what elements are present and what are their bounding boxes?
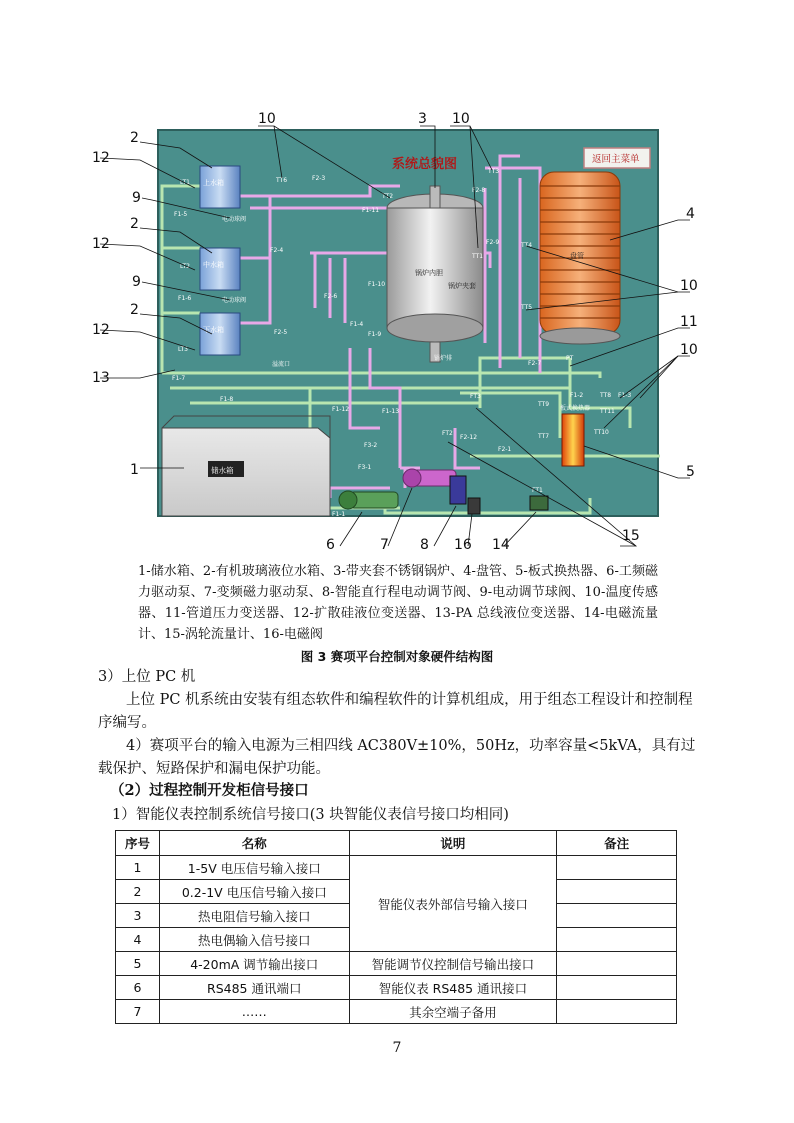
table-header-row xyxy=(116,831,677,856)
callout-7: 7 xyxy=(380,537,389,553)
tag-f1-6: F1-6 xyxy=(178,295,192,302)
tag-f1-2: F1-2 xyxy=(570,392,584,399)
callout-14: 14 xyxy=(492,537,510,553)
row-note xyxy=(557,928,677,952)
tag-tt3: TT3 xyxy=(488,168,500,175)
upper-tank xyxy=(200,166,240,208)
boiler-inner-label: 锅炉内胆 xyxy=(415,269,443,277)
boiler-drain-label: 锅炉排 xyxy=(434,355,453,362)
row-no: 1 xyxy=(116,856,160,880)
callout-2-middle: 2 xyxy=(130,216,139,232)
header-note: 备注 xyxy=(557,831,677,856)
tag-f2-7: F2-7 xyxy=(528,360,542,367)
callout-11: 11 xyxy=(680,314,698,330)
callout-16: 16 xyxy=(454,537,472,553)
row-no: 3 xyxy=(116,904,160,928)
callout-13: 13 xyxy=(92,370,110,386)
callout-9-upper: 9 xyxy=(132,190,141,206)
coil-tube xyxy=(540,172,620,344)
tag-f1-4: F1-4 xyxy=(350,321,364,328)
row-no: 2 xyxy=(116,880,160,904)
tag-f2-9: F2-9 xyxy=(486,239,500,246)
valve-middle-label: 电动球阀 xyxy=(222,297,247,304)
row-name: …… xyxy=(159,1000,349,1024)
table-row xyxy=(116,952,677,976)
header-desc: 说明 xyxy=(349,831,557,856)
row-note xyxy=(557,1000,677,1024)
section-heading-2: （2）过程控制开发柜信号接口 xyxy=(110,782,309,799)
tag-tt7: TT7 xyxy=(538,433,550,440)
callout-12-upper: 12 xyxy=(92,150,110,166)
electromagnetic-flowmeter xyxy=(530,496,548,510)
upper-tank-label: 上水箱 xyxy=(203,179,224,187)
callout-10-top-left: 10 xyxy=(258,111,276,127)
tag-lt2: LT2 xyxy=(180,263,190,270)
header-name: 名称 xyxy=(159,831,349,856)
callout-2-upper: 2 xyxy=(130,130,139,146)
row-note xyxy=(557,904,677,928)
row-note xyxy=(557,976,677,1000)
tag-f2-4: F2-4 xyxy=(270,247,284,254)
tag-f2-6: F2-6 xyxy=(324,293,338,300)
row-note xyxy=(557,856,677,880)
tag-ft2: FT2 xyxy=(442,430,453,437)
row-note xyxy=(557,880,677,904)
tag-tt8: TT8 xyxy=(600,392,612,399)
page-number: 7 xyxy=(392,1040,402,1056)
tag-f3-1: F3-1 xyxy=(358,464,372,471)
callout-4: 4 xyxy=(686,206,695,222)
callout-1: 1 xyxy=(130,462,139,478)
callout-15: 15 xyxy=(622,528,640,544)
figure-title: 图 3 赛项平台控制对象硬件结构图 xyxy=(300,649,494,664)
tag-f2-8: F2-8 xyxy=(472,187,486,194)
callout-3: 3 xyxy=(418,111,427,127)
tag-f1-1: F1-1 xyxy=(332,511,346,518)
heat-exchanger-label: 板式换热器 xyxy=(560,405,591,412)
callout-5: 5 xyxy=(686,464,695,480)
tag-f1-5: F1-5 xyxy=(174,211,188,218)
row-name: RS485 通讯端口 xyxy=(159,976,349,1000)
tag-ft1: FT1 xyxy=(532,487,543,494)
tag-f3-2: F3-2 xyxy=(364,442,378,449)
tag-f1-10: F1-10 xyxy=(368,281,386,288)
storage-tank-label: 储水箱 xyxy=(211,466,234,475)
callout-6: 6 xyxy=(326,537,335,553)
figure-svg xyxy=(92,108,700,556)
lower-tank xyxy=(200,313,240,355)
row-no: 5 xyxy=(116,952,160,976)
drain-label: 溢流口 xyxy=(272,361,291,368)
hardware-structure-figure xyxy=(92,108,700,556)
tag-f1-11: F1-11 xyxy=(362,207,380,214)
tag-f2-5: F2-5 xyxy=(274,329,288,336)
callout-10-right: 10 xyxy=(680,278,698,294)
middle-tank xyxy=(200,248,240,290)
tag-ft3: FT3 xyxy=(470,393,481,400)
row-name: 0.2-1V 电压信号输入接口 xyxy=(159,880,349,904)
tag-tt4: TT4 xyxy=(521,242,533,249)
tag-lt1: LT1 xyxy=(180,179,190,186)
row-desc: 智能调节仪控制信号输出接口 xyxy=(349,952,557,976)
header-no: 序号 xyxy=(116,831,160,856)
solenoid-valve xyxy=(468,498,480,514)
subsection-1-title: 1）智能仪表控制系统信号接口(3 块智能仪表信号接口均相同) xyxy=(112,807,509,823)
row-desc: 其余空端子备用 xyxy=(349,1000,557,1024)
row-note xyxy=(557,952,677,976)
jacketed-boiler xyxy=(387,186,486,362)
signal-interface-table xyxy=(115,830,677,1024)
middle-tank-label: 中水箱 xyxy=(203,261,224,269)
row-no: 7 xyxy=(116,1000,160,1024)
tag-f2-12: F2-12 xyxy=(460,434,478,441)
row-no: 4 xyxy=(116,928,160,952)
row-desc: 智能仪表 RS485 通讯接口 xyxy=(349,976,557,1000)
coil-label: 盘管 xyxy=(570,252,584,260)
tag-tt5: TT5 xyxy=(521,304,533,311)
storage-tank xyxy=(162,416,330,516)
section-3-paragraph: 上位 PC 机系统由安装有组态软件和编程软件的计算机组成，用于组态工程设计和控制程序编写。 xyxy=(98,692,693,731)
table-row xyxy=(116,976,677,1000)
tag-f1-7: F1-7 xyxy=(172,375,186,382)
row-name: 热电阻信号输入接口 xyxy=(159,904,349,928)
section-3-title: 3）上位 PC 机 xyxy=(98,669,196,685)
table-row xyxy=(116,1000,677,1024)
tag-f1-12: F1-12 xyxy=(332,406,350,413)
section-4-paragraph: 4）赛项平台的输入电源为三相四线 AC380V±10%，50Hz，功率容量<5kVA，具有过载保护、短路保护和漏电保护功能。 xyxy=(98,738,696,777)
row-name: 热电偶输入信号接口 xyxy=(159,928,349,952)
callout-10-lower-right: 10 xyxy=(680,342,698,358)
tag-lt3: LT3 xyxy=(178,346,188,353)
callout-9-middle: 9 xyxy=(132,274,141,290)
level-tanks xyxy=(200,166,240,355)
callout-2-lower: 2 xyxy=(130,302,139,318)
tag-tt11: TT11 xyxy=(600,408,615,415)
tag-tt10: TT10 xyxy=(594,429,609,436)
screen-title: 系统总貌图 xyxy=(392,157,458,172)
back-menu-button-label: 返回主菜单 xyxy=(592,154,640,165)
callout-10-top-right: 10 xyxy=(452,111,470,127)
merged-desc-cell: 智能仪表外部信号输入接口 xyxy=(349,856,557,952)
tag-tt2: TT2 xyxy=(382,193,394,200)
tag-f2-1: F2-1 xyxy=(498,446,512,453)
tag-f1-8: F1-8 xyxy=(220,396,234,403)
figure-legend: 1-储水箱、2-有机玻璃液位水箱、3-带夹套不锈钢锅炉、4-盘管、5-板式换热器、6-工频磁力驱动泵、7-变频磁力驱动泵、8-智能直行程电动调节阀、9-电动调节球阀、10-温度传感器、11-管道压力变送器、12-扩散硅液位变送器、13-PA 总线液位变送器、14-电磁流量计、15-涡轮流量计、16-电磁阀 xyxy=(138,564,658,642)
tag-f2-3: F2-3 xyxy=(312,175,326,182)
row-name: 1-5V 电压信号输入接口 xyxy=(159,856,349,880)
electric-control-valve xyxy=(450,476,466,504)
row-no: 6 xyxy=(116,976,160,1000)
boiler-jacket-label: 锅炉夹套 xyxy=(448,282,476,290)
callout-12-lower: 12 xyxy=(92,322,110,338)
tag-pt: PT xyxy=(566,355,574,362)
tag-f1-13: F1-13 xyxy=(382,408,400,415)
tag-tt6: TT6 xyxy=(276,177,288,184)
table-row xyxy=(116,856,677,880)
tag-tt9: TT9 xyxy=(538,401,550,408)
callout-8: 8 xyxy=(420,537,429,553)
tag-f1-3: F1-3 xyxy=(618,392,632,399)
lower-tank-label: 下水箱 xyxy=(203,326,224,334)
tag-f1-9: F1-9 xyxy=(368,331,382,338)
tag-tt1: TT1 xyxy=(472,253,484,260)
valve-upper-label: 电动球阀 xyxy=(222,216,247,223)
row-name: 4-20mA 调节输出接口 xyxy=(159,952,349,976)
callout-12-middle: 12 xyxy=(92,236,110,252)
